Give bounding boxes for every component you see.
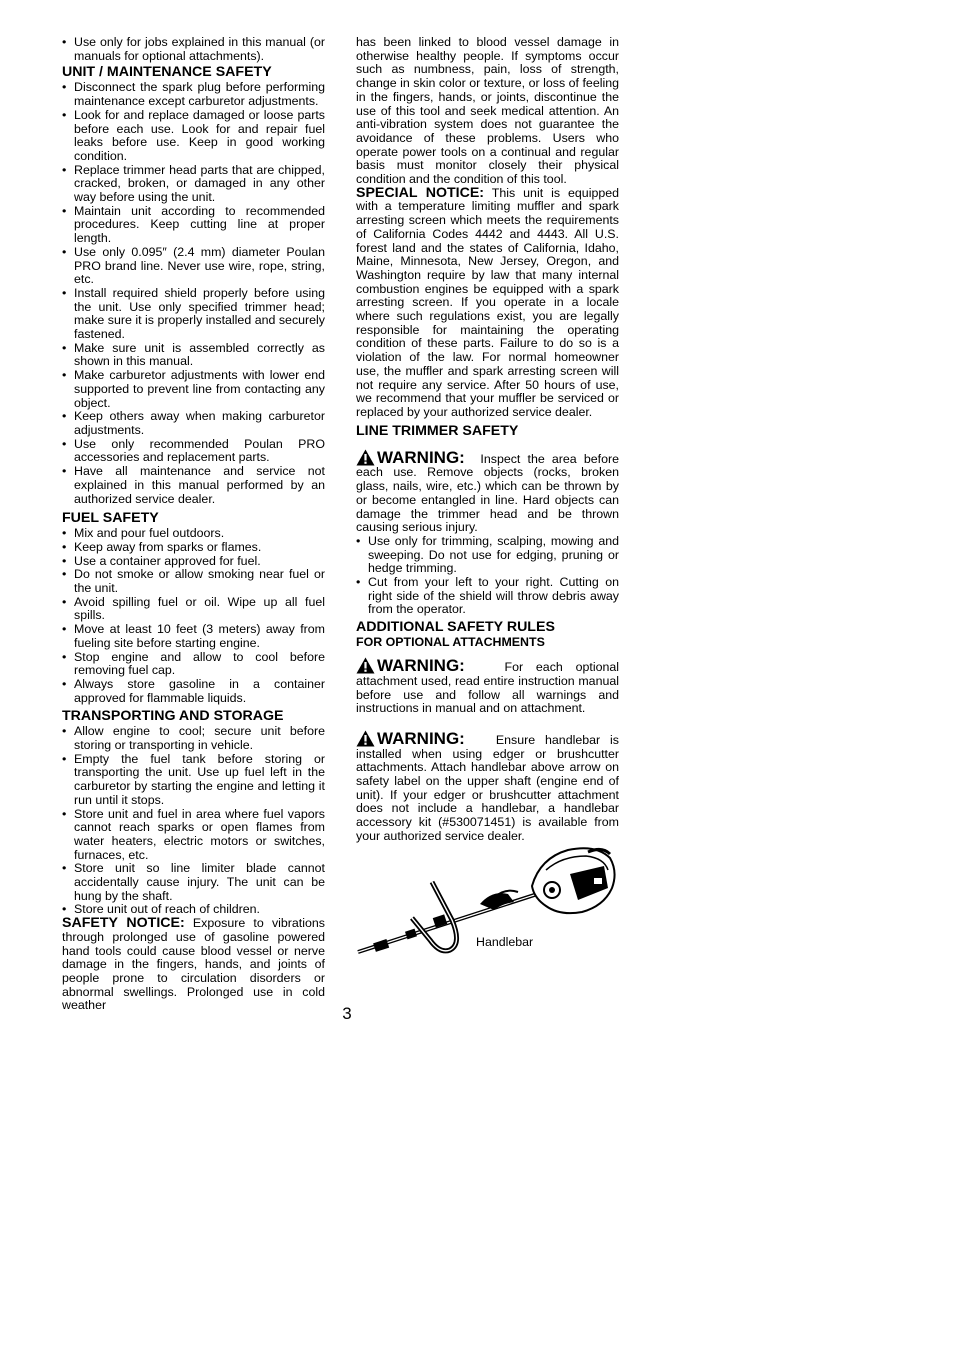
list-item: • Look for and replace damaged or loose parts before each use. Look for and repair fuel leaks before use. Keep in good working condition. <box>62 109 325 164</box>
attachment-warning <box>356 657 619 716</box>
handlebar-warning <box>356 730 619 844</box>
trimmer-with-handlebar-illustration <box>356 844 619 976</box>
line-trimmer-heading: LINE TRIMMER SAFETY <box>356 422 519 439</box>
warning-triangle-icon <box>356 449 375 466</box>
line-trimmer-warning <box>356 449 619 535</box>
list-item: • Store unit and fuel in area where fuel vapors cannot reach sparks or open flames from water heaters, electric motors or switches, furnaces, etc. <box>62 808 325 863</box>
special-notice <box>356 184 620 420</box>
handlebar-figure <box>356 844 619 976</box>
warning-lead-text: WARNING: <box>377 728 465 748</box>
list-item: • Have all maintenance and service not explained in this manual performed by an authorized service dealer. <box>62 465 325 506</box>
additional-rules-heading: ADDITIONAL SAFETY RULES <box>356 619 555 636</box>
list-item: • Maintain unit according to recommended procedures. Keep cutting line at proper length. <box>62 205 325 246</box>
list-item: • Use only 0.095″ (2.4 mm) diameter Poulan PRO brand line. Never use wire, rope, string, etc. <box>62 246 325 287</box>
safety-notice-text: Exposure to vibrations through prolonged use of gasoline powered hand tools could cause blood vessel or nerve damage in the fingers, hands, and joints of people prone to circulation disorders or abnormal swellings. Prolonged use in cold weather <box>62 916 325 1013</box>
unit-maintenance-heading: UNIT / MAINTENANCE SAFETY <box>62 64 272 81</box>
warning-lead-text: WARNING: <box>377 656 465 676</box>
list-item: • Mix and pour fuel outdoors. <box>62 527 325 541</box>
warning-label <box>356 729 476 748</box>
list-item: • Install required shield properly before using the unit. Use only specified trimmer head; make sure it is properly installed and securely fastened. <box>62 287 325 342</box>
warning-text: Ensure handlebar is installed when using edger or brushcutter attachments. Attach handlebar above arrow on safety label on the upper shaft (engine end of unit). If your edger or brushcutter attachment does not include a handlebar, a handlebar accessory kit (#530071451) is available from your authorized service dealer. <box>356 732 619 843</box>
warning-label <box>356 448 473 467</box>
page-number: 3 <box>342 1004 352 1023</box>
warning-label <box>356 656 479 675</box>
warning-triangle-icon <box>356 730 375 747</box>
transporting-heading: TRANSPORTING AND STORAGE <box>62 708 284 725</box>
list-item: • Use only recommended Poulan PRO accessories and replacement parts. <box>62 438 325 465</box>
special-notice-text: This unit is equipped with a temperature limiting muffler and spark arresting screen which meets the requirements of California Codes 4442 and 4443. All U.S. forest land and the states of California, Idaho, Maine, Minnesota, New Jersey, Oregon, and Washington require by law that many internal combustion engines be equipped with a spark arresting screen. If you operate in a locale where such regulations exist, you are legally responsible for maintaining the operating condition of these parts. Failure to do so is a violation of the law. For normal homeowner use, the muffler and spark arresting screen will not require any service. After 50 hours of use, we recommend that your muffler be serviced or replaced by your authorized service dealer. <box>356 185 620 419</box>
safety-notice-continued: has been linked to blood vessel damage in otherwise healthy people. If symptoms occur such as numbness, pain, loss of strength, change in skin color or texture, or loss of feeling in the fingers, hands, or joints, discontinue the use of this tool and seek medical attention. An anti-vibration system does not guarantee the avoidance of these problems. Users who operate power tools on a continual and regular basis must monitor closely their physical condition and the condition of this tool. <box>356 35 619 187</box>
list-item: • Do not smoke or allow smoking near fuel or the unit. <box>62 568 325 595</box>
line-trimmer-list <box>356 535 619 617</box>
safety-notice <box>62 917 325 1013</box>
list-item: • Always store gasoline in a container approved for flammable liquids. <box>62 678 325 705</box>
list-item: • Keep others away when making carburetor adjustments. <box>62 410 325 437</box>
list-item: • Avoid spilling fuel or oil. Wipe up all fuel spills. <box>62 596 325 623</box>
warning-triangle-icon <box>356 657 375 674</box>
list-item: • Use only for trimming, scalping, mowing and sweeping. Do not use for edging, pruning or hedge trimming. <box>356 535 619 576</box>
unit-maintenance-list <box>62 81 325 506</box>
list-item: • Allow engine to cool; secure unit before storing or transporting in vehicle. <box>62 725 325 752</box>
list-item: • Store unit so line limiter blade cannot accidentally cause injury. The unit can be hung by the shaft. <box>62 862 325 903</box>
list-item: • Replace trimmer head parts that are chipped, cracked, broken, or damaged in any other way before using the unit. <box>62 164 325 205</box>
fuel-safety-list <box>62 527 325 705</box>
figure-label: Handlebar <box>476 934 534 949</box>
list-item: • Empty the fuel tank before storing or transporting the unit. Use up fuel left in the carburetor by starting the engine and letting it run until it stops. <box>62 753 325 808</box>
list-item: • Cut from your left to your right. Cutting on right side of the shield will throw debris away from the operator. <box>356 576 619 617</box>
transporting-list <box>62 725 325 917</box>
list-item: • Make sure unit is assembled correctly as shown in this manual. <box>62 342 325 369</box>
additional-rules-subheading: FOR OPTIONAL ATTACHMENTS <box>356 635 545 650</box>
list-item: • Use only for jobs explained in this manual (or manuals for optional attachments). <box>62 36 325 63</box>
warning-text: For each optional attachment used, read entire instruction manual before use and follow all warnings and instructions in manual and on attachment. <box>356 660 619 716</box>
list-item: • Keep away from sparks or flames. <box>62 541 325 555</box>
list-item: • Stop engine and allow to cool before removing fuel cap. <box>62 651 325 678</box>
warning-text: Inspect the area before each use. Remove objects (rocks, broken glass, nails, wire, etc.) which can be thrown by or become entangled in line. Hard objects can damage the trimmer head and be thrown causing serious injury. <box>356 451 619 535</box>
fuel-safety-heading: FUEL SAFETY <box>62 510 159 527</box>
special-notice-lead: SPECIAL NOTICE: <box>356 184 485 201</box>
list-item: • Move at least 10 feet (3 meters) away from fueling site before starting engine. <box>62 623 325 650</box>
safety-notice-lead: SAFETY NOTICE: <box>62 915 185 932</box>
list-item: • Use a container approved for fuel. <box>62 555 325 569</box>
warning-lead-text: WARNING: <box>377 447 465 467</box>
list-item: • Make carburetor adjustments with lower end supported to prevent line from contacting any object. <box>62 369 325 410</box>
intro-list <box>62 36 325 63</box>
list-item: • Disconnect the spark plug before performing maintenance except carburetor adjustments. <box>62 81 325 108</box>
list-item: • Store unit out of reach of children. <box>62 903 325 917</box>
right-column <box>356 36 619 976</box>
left-column <box>62 36 325 1013</box>
